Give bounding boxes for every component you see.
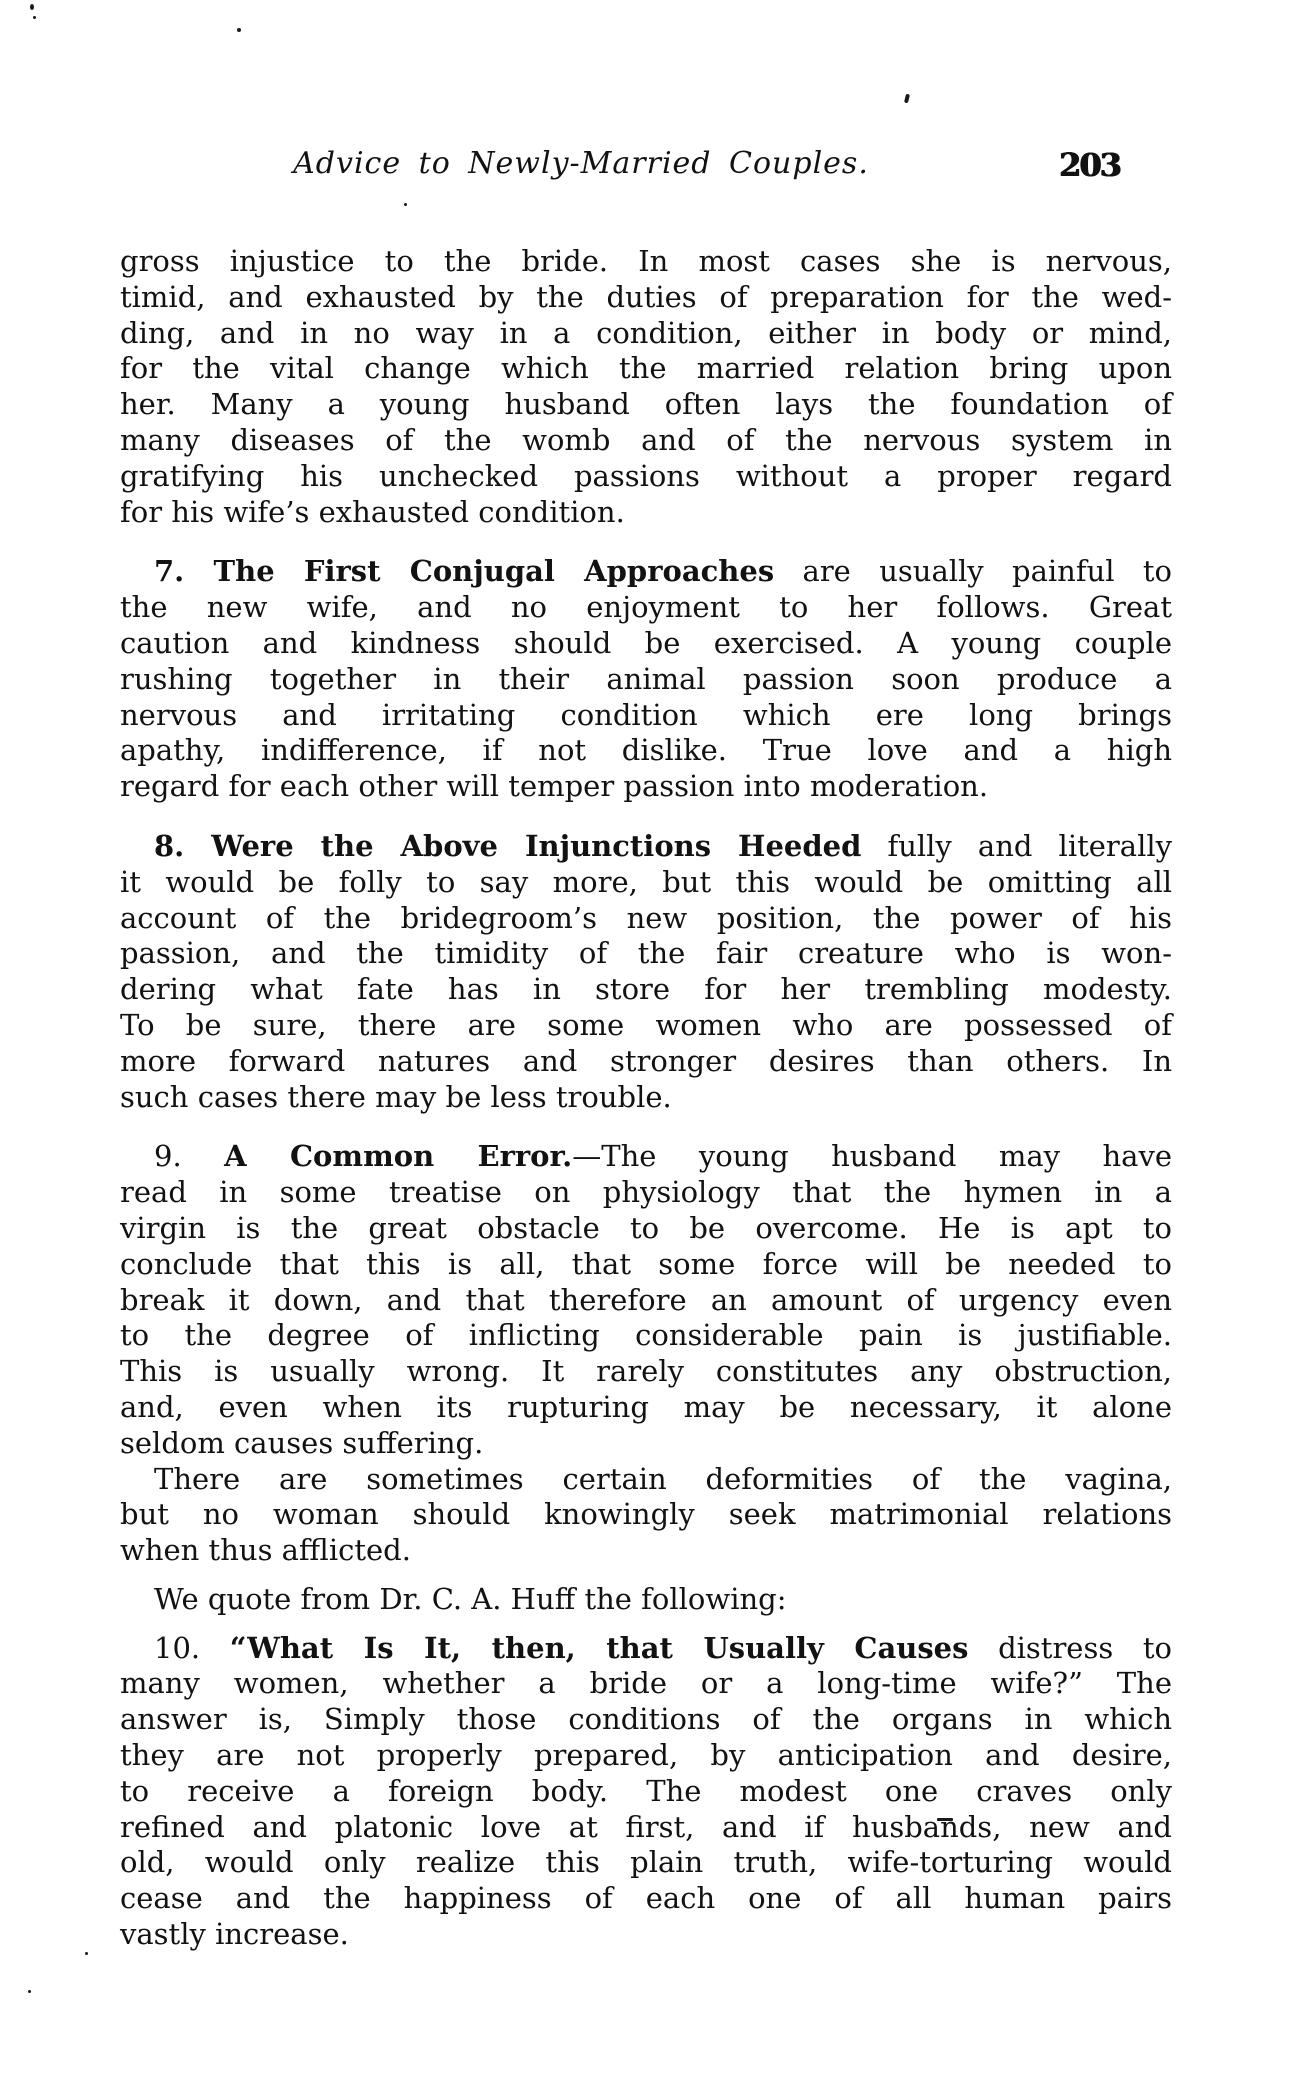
text-line bbox=[120, 1462, 1172, 1498]
body-text: they are not properly prepared, by anticipation and desire, bbox=[120, 1738, 1172, 1773]
body-text: distress to bbox=[968, 1630, 1172, 1665]
text-line bbox=[120, 1810, 1172, 1846]
body-text: when thus afflicted. bbox=[120, 1533, 411, 1568]
running-title: Advice to Newly-Married Couples. bbox=[293, 146, 869, 181]
text-line bbox=[120, 1497, 1172, 1533]
body-text: many women, whether a bride or a long-time wife?” The bbox=[120, 1666, 1172, 1701]
body-text: nervous and irritating condition which ere long brings bbox=[120, 697, 1172, 732]
body-text: To be sure, there are some women who are possessed of bbox=[120, 1007, 1172, 1042]
text-line bbox=[120, 1881, 1172, 1917]
text-line bbox=[120, 1533, 1172, 1569]
body-text: gratifying his unchecked passions without a proper regard bbox=[120, 458, 1172, 493]
text-line bbox=[120, 554, 1172, 590]
body-text: read in some treatise on physiology that the hymen in a bbox=[120, 1175, 1172, 1210]
scan-speck bbox=[28, 1990, 31, 1993]
text-line bbox=[120, 459, 1172, 495]
body-text: rushing together in their animal passion soon produce a bbox=[120, 661, 1172, 696]
section-heading-text: 7. bbox=[154, 554, 214, 589]
paragraph bbox=[120, 244, 1172, 530]
body-text: We quote from Dr. C. A. Huff the following: bbox=[154, 1581, 787, 1616]
text-line bbox=[120, 1175, 1172, 1211]
text-line bbox=[120, 1666, 1172, 1702]
text-line bbox=[120, 1774, 1172, 1810]
text-line bbox=[120, 936, 1172, 972]
body-text: account of the bridegroom’s new position, the power of his bbox=[120, 900, 1172, 935]
body-text: refined and platonic love at first, and if husbands, new and bbox=[120, 1809, 1172, 1844]
body-text: for his wife’s exhausted condition. bbox=[120, 494, 625, 529]
body-text: but no woman should knowingly seek matrimonial relations bbox=[120, 1497, 1172, 1532]
text-line bbox=[120, 1354, 1172, 1390]
text-line bbox=[120, 972, 1172, 1008]
body-text: her. Many a young husband often lays the foundation of bbox=[120, 387, 1172, 422]
body-text: break it down, and that therefore an amount of urgency even bbox=[120, 1282, 1172, 1317]
scan-speck bbox=[30, 4, 34, 10]
body-text: There are sometimes certain deformities of the vagina, bbox=[154, 1461, 1172, 1496]
text-line bbox=[120, 733, 1172, 769]
body-text: vastly increase. bbox=[120, 1917, 349, 1952]
body-text: more forward natures and stronger desires than others. In bbox=[120, 1043, 1172, 1078]
body-text: 9. bbox=[154, 1139, 225, 1174]
text-line bbox=[120, 1211, 1172, 1247]
text-line bbox=[120, 1283, 1172, 1319]
body-text: cease and the happiness of each one of all human pairs bbox=[120, 1881, 1172, 1916]
text-line bbox=[120, 1738, 1172, 1774]
body-text: it would be folly to say more, but this would be omitting all bbox=[120, 864, 1172, 899]
text-line bbox=[120, 1044, 1172, 1080]
body-text: are usually painful to bbox=[774, 554, 1173, 589]
text-line bbox=[120, 1139, 1172, 1175]
section-heading-text: A Common Error. bbox=[224, 1139, 573, 1174]
section-heading-text: “What Is It, then, that Usually Causes bbox=[229, 1630, 969, 1665]
text-line bbox=[120, 698, 1172, 734]
text-line bbox=[120, 769, 1172, 805]
text-line bbox=[120, 280, 1172, 316]
text-line bbox=[120, 1845, 1172, 1881]
text-line bbox=[120, 495, 1172, 531]
body-text: regard for each other will temper passion into moderation. bbox=[120, 769, 989, 804]
text-line bbox=[120, 1582, 1172, 1618]
paragraph bbox=[120, 554, 1172, 805]
body-text: seldom causes suffering. bbox=[120, 1425, 484, 1460]
section-heading-text: The First Conjugal Approaches bbox=[213, 554, 775, 589]
text-line bbox=[120, 1917, 1172, 1953]
body-text: gross injustice to the bride. In most cases she is nervous, bbox=[120, 244, 1172, 278]
text-line bbox=[120, 590, 1172, 626]
text-line bbox=[120, 901, 1172, 937]
text-line bbox=[120, 662, 1172, 698]
text-line bbox=[120, 1426, 1172, 1462]
body-text: 10. bbox=[154, 1630, 230, 1665]
body-text: dering what fate has in store for her trembling modesty. bbox=[120, 972, 1172, 1007]
paragraph bbox=[120, 1631, 1172, 1953]
scan-speck bbox=[85, 1952, 88, 1955]
body-text: many diseases of the womb and of the nervous system in bbox=[120, 422, 1172, 457]
section-heading-text: 8. bbox=[154, 828, 212, 863]
text-line bbox=[120, 244, 1172, 280]
text-line bbox=[120, 351, 1172, 387]
paragraph bbox=[120, 829, 1172, 1115]
paragraph bbox=[120, 1582, 1172, 1618]
page-number: 203 bbox=[1059, 146, 1120, 184]
text-line bbox=[120, 1318, 1172, 1354]
text-line bbox=[120, 1247, 1172, 1283]
paragraph bbox=[120, 1139, 1172, 1461]
body-text: timid, and exhausted by the duties of preparation for the wed- bbox=[120, 279, 1172, 314]
body-text: This is usually wrong. It rarely constitutes any obstruction, bbox=[120, 1354, 1172, 1389]
paragraph bbox=[120, 1462, 1172, 1569]
text-line bbox=[120, 423, 1172, 459]
body-text: fully and literally bbox=[861, 828, 1173, 863]
body-text: virgin is the great obstacle to be overcome. He is apt to bbox=[120, 1210, 1172, 1245]
text-line bbox=[120, 1080, 1172, 1116]
body-text: old, would only realize this plain truth, wife-torturing would bbox=[120, 1845, 1172, 1880]
body-text: for the vital change which the married relation bring upon bbox=[120, 351, 1172, 386]
body-text: to the degree of inflicting considerable pain is justifiable. bbox=[120, 1318, 1172, 1353]
body-text: such cases there may be less trouble. bbox=[120, 1079, 672, 1114]
text-line bbox=[120, 1702, 1172, 1738]
scan-speck bbox=[237, 28, 241, 32]
text-line bbox=[120, 316, 1172, 352]
body-text: passion, and the timidity of the fair creature who is won- bbox=[120, 936, 1172, 971]
text-line bbox=[120, 829, 1172, 865]
body-text: and, even when its rupturing may be necessary, it alone bbox=[120, 1389, 1172, 1424]
text-line bbox=[120, 865, 1172, 901]
text-line bbox=[120, 1631, 1172, 1667]
body-text: the new wife, and no enjoyment to her follows. Great bbox=[120, 590, 1172, 625]
text-line bbox=[120, 1390, 1172, 1426]
text-line bbox=[120, 1008, 1172, 1044]
body-text: to receive a foreign body. The modest one craves only bbox=[120, 1773, 1172, 1808]
scan-speck bbox=[404, 203, 407, 206]
running-header bbox=[120, 146, 1172, 190]
scan-speck bbox=[33, 16, 36, 19]
body-text: apathy, indifference, if not dislike. True love and a high bbox=[120, 733, 1172, 768]
body-text: ding, and in no way in a condition, either in body or mind, bbox=[120, 315, 1172, 350]
body-text: caution and kindness should be exercised. A young couple bbox=[120, 625, 1172, 660]
text-block bbox=[120, 244, 1172, 1953]
body-text: answer is, Simply those conditions of the organs in which bbox=[120, 1702, 1172, 1737]
text-line bbox=[120, 626, 1172, 662]
section-heading-text: Were the Above Injunctions Heeded bbox=[211, 828, 862, 863]
body-text: —The young husband may have bbox=[572, 1139, 1172, 1174]
text-line bbox=[120, 387, 1172, 423]
body-text: conclude that this is all, that some force will be needed to bbox=[120, 1246, 1172, 1281]
scan-speck bbox=[904, 94, 910, 104]
